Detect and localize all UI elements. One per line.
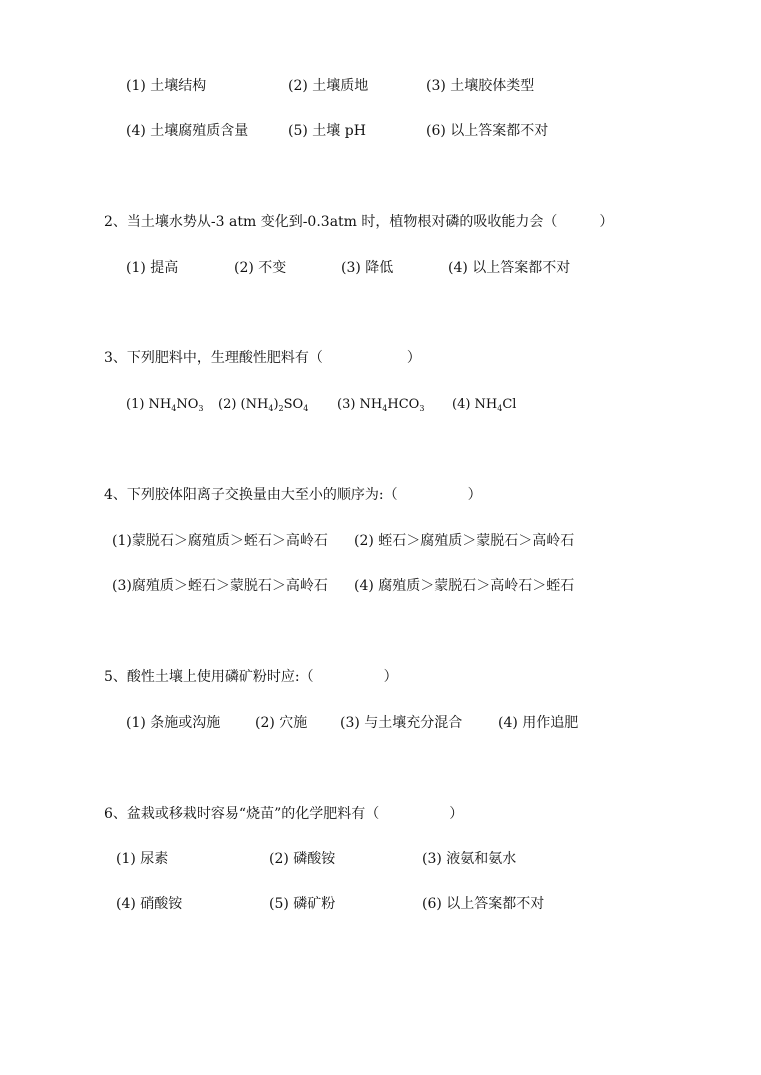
q6-option-6: (6) 以上答案都不对: [422, 896, 545, 912]
q6-option-4: (4) 硝酸铵: [116, 896, 183, 912]
q2-option-2: (2) 不变: [234, 260, 287, 276]
q1-option-5: (5) 土壤 pH: [288, 123, 366, 139]
q6-option-5: (5) 磷矿粉: [269, 896, 336, 912]
q1-option-1: (1) 土壤结构: [126, 78, 207, 94]
q1-option-4: (4) 土壤腐殖质含量: [126, 123, 249, 139]
q2-stem: 2、当土壤水势从-3 atm 变化到-0.3atm 时，植物根对磷的吸收能力会（ ）: [104, 214, 614, 230]
q6-stem: 6、盆栽或移栽时容易“烧苗”的化学肥料有（ ）: [104, 806, 464, 822]
q4-option-3: (3)腐殖质＞蛭石＞蒙脱石＞高岭石: [112, 578, 328, 594]
q3-option-3: (3) $NH_4HCO_3$: [337, 397, 425, 413]
q2-option-3: (3) 降低: [341, 260, 394, 276]
q1-option-3: (3) 土壤胶体类型: [426, 78, 535, 94]
q4-option-2: (2) 蛭石＞腐殖质＞蒙脱石＞高岭石: [354, 533, 575, 549]
q1-option-2: (2) 土壤质地: [288, 78, 369, 94]
q3-stem: 3、下列肥料中，生理酸性肥料有（ ）: [104, 350, 421, 366]
q5-option-2: (2) 穴施: [255, 715, 308, 731]
q3-option-1: (1) $NH_4NO_3$: [126, 397, 204, 413]
q2-option-1: (1) 提高: [126, 260, 179, 276]
q6-option-3: (3) 液氨和氨水: [422, 851, 517, 867]
q4-stem: 4、下列胶体阳离子交换量由大至小的顺序为:（ ）: [104, 487, 482, 503]
q6-option-2: (2) 磷酸铵: [269, 851, 336, 867]
q5-option-4: (4) 用作追肥: [498, 715, 579, 731]
q5-option-1: (1) 条施或沟施: [126, 715, 221, 731]
q5-stem: 5、酸性土壤上使用磷矿粉时应:（ ）: [104, 669, 398, 685]
q4-option-4: (4) 腐殖质＞蒙脱石＞高岭石＞蛭石: [354, 578, 575, 594]
q2-option-4: (4) 以上答案都不对: [448, 260, 571, 276]
q4-option-1: (1)蒙脱石＞腐殖质＞蛭石＞高岭石: [112, 533, 328, 549]
q5-option-3: (3) 与土壤充分混合: [340, 715, 463, 731]
q3-option-4: (4) $NH_4Cl$: [452, 397, 517, 413]
q1-option-6: (6) 以上答案都不对: [426, 123, 549, 139]
q6-option-1: (1) 尿素: [116, 851, 169, 867]
q3-option-2: (2) $(NH_4)_2SO_4$: [218, 397, 309, 413]
